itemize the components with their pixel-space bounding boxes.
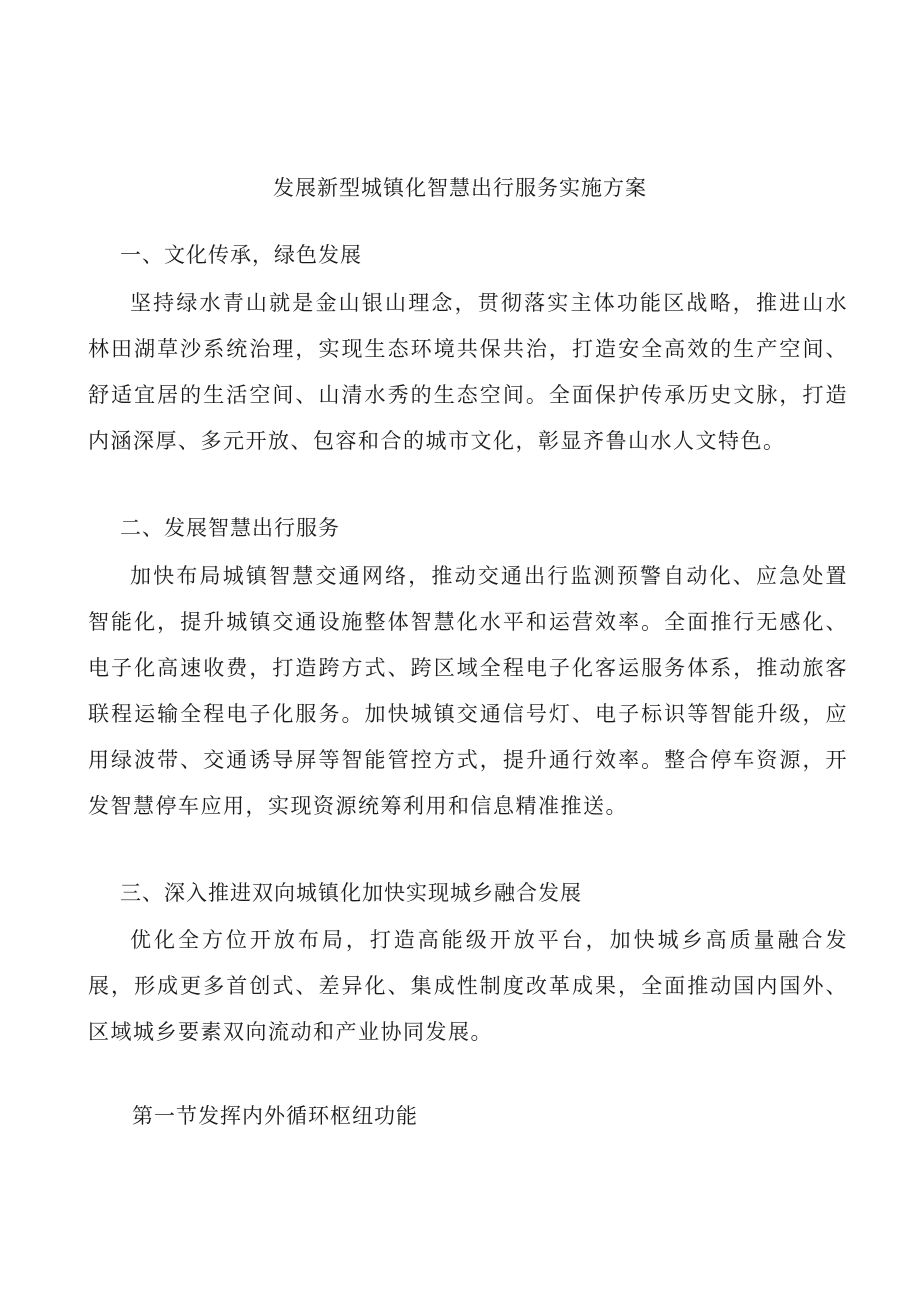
document-title: 发展新型城镇化智慧出行服务实施方案 — [273, 176, 647, 200]
section-heading-2: 二、发展智慧出行服务 — [120, 516, 340, 540]
subsection-heading: 第一节发挥内外循环枢纽功能 — [132, 1104, 418, 1128]
section-heading-1: 一、文化传承，绿色发展 — [120, 243, 362, 267]
section-paragraph-2: 加快布局城镇智慧交通网络，推动交通出行监测预警自动化、应急处置智能化，提升城镇交通设施整体智慧化水平和运营效率。全面推行无感化、电子化高速收费，打造跨方式、跨区域全程电子化客运服务体系，推动旅客联程运输全程电子化服务。加快城镇交通信号灯、电子标识等智能升级，应用绿波带、交通诱导屏等智能管控方式，提升通行效率。整合停车资源，开发智慧停车应用，实现资源统筹利用和信息精准推送。 — [88, 564, 848, 818]
section-paragraph-3: 优化全方位开放布局，打造高能级开放平台，加快城乡高质量融合发展，形成更多首创式、差异化、集成性制度改革成果，全面推动国内国外、区域城乡要素双向流动和产业协同发展。 — [88, 928, 848, 1044]
section-paragraph-1: 坚持绿水青山就是金山银山理念，贯彻落实主体功能区战略，推进山水林田湖草沙系统治理，实现生态环境共保共治，打造安全高效的生产空间、舒适宜居的生活空间、山清水秀的生态空间。全面保护传承历史文脉，打造内涵深厚、多元开放、包容和合的城市文化，彰显齐鲁山水人文特色。 — [88, 291, 848, 453]
section-heading-3: 三、深入推进双向城镇化加快实现城乡融合发展 — [120, 881, 582, 905]
